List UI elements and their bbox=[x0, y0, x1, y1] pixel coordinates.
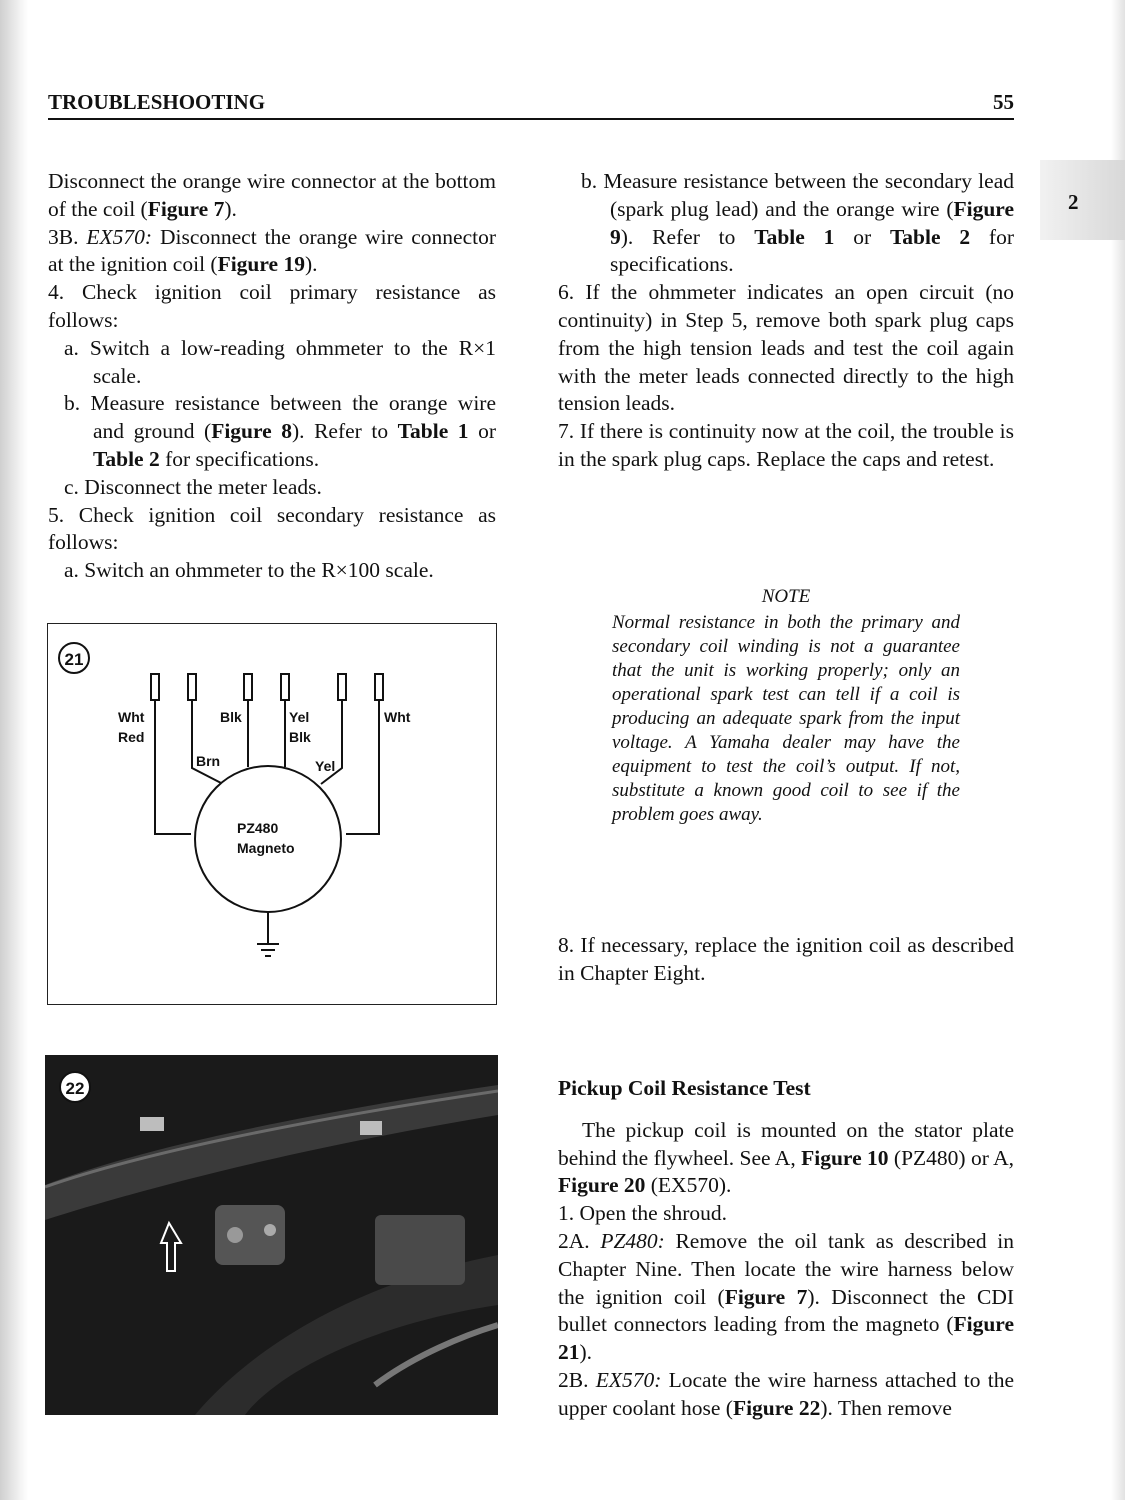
paragraph-step-3b bbox=[48, 224, 496, 280]
text-run: Locate the wire harness attached to the upper coolant hose ( bbox=[558, 1367, 1015, 1420]
clip bbox=[140, 1117, 164, 1131]
paragraph-step-5a: a. Switch an ohmmeter to the R×100 scale. bbox=[64, 558, 434, 583]
figure-ref: Figure 9 bbox=[610, 196, 1014, 249]
wire-wht-red bbox=[155, 700, 191, 834]
text-run: ). bbox=[224, 196, 237, 221]
paragraph-step-4a bbox=[48, 335, 496, 391]
text-run: 2B. bbox=[558, 1367, 596, 1392]
text-run: for specifications. bbox=[610, 224, 1014, 277]
running-header bbox=[48, 90, 1014, 122]
wire-wht bbox=[346, 700, 379, 834]
connector-pin bbox=[244, 674, 252, 700]
figure-21-wiring-diagram bbox=[47, 623, 497, 1005]
text-run: ). Disconnect the CDI bullet connectors leading from the magneto ( bbox=[558, 1284, 1014, 1337]
connector-pins bbox=[151, 674, 383, 700]
paragraph-pickup-intro bbox=[558, 1117, 1014, 1200]
table-ref: Table 1 bbox=[397, 419, 469, 444]
paragraph-pickup-step-2a bbox=[558, 1228, 1014, 1367]
table-ref: Table 2 bbox=[93, 446, 160, 471]
text-run: Disconnect the orange wire connector at the bottom of the coil ( bbox=[48, 169, 496, 221]
table-ref: Table 1 bbox=[754, 224, 835, 249]
text-run: Remove the oil tank as described in Chapter Nine. Then locate the wire harness below the ignition coil ( bbox=[558, 1228, 1015, 1309]
magneto-wiring-svg bbox=[48, 624, 498, 1006]
left-column bbox=[48, 168, 496, 585]
text-run: (PZ480) or A, bbox=[888, 1145, 1014, 1170]
paragraph-pickup-step-1: 1. Open the shroud. bbox=[558, 1201, 727, 1226]
label-blk-2: Blk bbox=[289, 729, 311, 745]
label-wht-left: Wht bbox=[118, 709, 145, 725]
figure-ref: Figure 19 bbox=[217, 252, 305, 277]
text-run: ). Refer to bbox=[292, 419, 398, 444]
table-ref: Table 2 bbox=[889, 224, 971, 249]
model-ref: EX570: bbox=[595, 1367, 662, 1392]
text-run: ). Refer to bbox=[620, 224, 755, 249]
section-title: Pickup Coil Resistance Test bbox=[558, 1076, 811, 1100]
paragraph-step-6: 6. If the ohmmeter indicates an open circuit (no continuity) in Step 5, remove both spark plug caps from the high tension leads and test the coil again with the meter leads connected directly to the high tension leads. bbox=[558, 280, 1014, 416]
figure-ref: Figure 7 bbox=[724, 1284, 808, 1309]
bolt bbox=[264, 1224, 276, 1236]
page-number: 55 bbox=[993, 90, 1014, 114]
figure-ref: Figure 10 bbox=[801, 1145, 889, 1170]
text-run: b. Measure resistance between the orange wire and ground ( bbox=[64, 391, 496, 444]
magneto-circle bbox=[195, 766, 341, 912]
text-run: b. Measure resistance between the secondary lead (spark plug lead) and the orange wire ( bbox=[581, 169, 1014, 221]
connector-pin bbox=[151, 674, 159, 700]
figure-number: 22 bbox=[65, 1079, 85, 1098]
text-run: The pickup coil is mounted on the stator plate behind the flywheel. See A, bbox=[558, 1117, 1014, 1170]
text-run: ). bbox=[579, 1340, 593, 1365]
label-wht-right: Wht bbox=[384, 709, 411, 725]
figure-ref: Figure 7 bbox=[147, 196, 225, 221]
label-blk: Blk bbox=[220, 709, 242, 725]
label-pz480: PZ480 bbox=[237, 820, 279, 836]
text-run: 2A. bbox=[558, 1228, 601, 1253]
figure-ref: Figure 20 bbox=[558, 1173, 646, 1198]
note-box bbox=[612, 585, 960, 827]
text-run: 3B. bbox=[48, 224, 87, 249]
header-title: TROUBLESHOOTING bbox=[48, 90, 266, 114]
paragraph-step-4c: c. Disconnect the meter leads. bbox=[64, 474, 322, 499]
note-body: Normal resistance in both the primary and secondary coil winding is not a guarantee that the unit is working properly; only an operational spark test can tell if a coil is producing an adequate spark from the input voltage. A Yamaha dealer may have the equipment to test the coil’s output. If not, substitute a known good coil to see if the problem goes away. bbox=[612, 612, 960, 825]
label-yel: Yel bbox=[289, 709, 310, 725]
page-gutter-shadow bbox=[0, 0, 28, 1500]
paragraph-step-7: 7. If there is continuity now at the coil, the trouble is in the spark plug caps. Replace the caps and retest. bbox=[558, 419, 1014, 471]
label-red: Red bbox=[118, 729, 145, 745]
right-column-step-8 bbox=[558, 932, 1014, 988]
model-ref: EX570: bbox=[86, 224, 153, 249]
model-ref: PZ480: bbox=[600, 1228, 665, 1253]
text-run: or bbox=[468, 419, 496, 444]
label-magneto: Magneto bbox=[237, 840, 295, 856]
connector-pin bbox=[188, 674, 196, 700]
paragraph-disconnect-orange bbox=[48, 168, 496, 224]
figure-ref: Figure 8 bbox=[211, 419, 293, 444]
text-run: a. Switch a low-reading ohmmeter to the R×1 scale. bbox=[64, 335, 496, 388]
text-run: Disconnect the orange wire connector at the ignition coil ( bbox=[48, 224, 496, 277]
paragraph-step-4: 4. Check ignition coil primary resistance as follows: bbox=[48, 280, 496, 332]
text-run: ). bbox=[304, 252, 318, 277]
text-run: for specifications. bbox=[159, 446, 320, 471]
figure-22-photo bbox=[45, 1055, 498, 1415]
label-brn: Brn bbox=[196, 753, 221, 769]
paragraph-pickup-step-2b bbox=[558, 1367, 1014, 1423]
connector-pin bbox=[281, 674, 289, 700]
connector-pin bbox=[338, 674, 346, 700]
wire-brn bbox=[192, 700, 223, 784]
paragraph-step-8: 8. If necessary, replace the ignition coil as described in Chapter Eight. bbox=[558, 933, 1014, 985]
bolt bbox=[227, 1227, 243, 1243]
text-run: ). Then remove bbox=[820, 1395, 952, 1420]
bracket bbox=[215, 1205, 285, 1265]
figure-ref: Figure 22 bbox=[732, 1395, 821, 1420]
chapter-thumb-tab bbox=[1040, 160, 1125, 240]
figure-ref: Figure 21 bbox=[558, 1312, 1014, 1365]
engine-photo-svg bbox=[45, 1055, 498, 1415]
connector-pin bbox=[375, 674, 383, 700]
text-run: (EX570). bbox=[645, 1173, 732, 1198]
pickup-coil-section bbox=[558, 1075, 1014, 1423]
right-column bbox=[558, 168, 1014, 474]
paragraph-step-5: 5. Check ignition coil secondary resistance as follows: bbox=[48, 502, 496, 555]
figure-number: 21 bbox=[64, 650, 84, 669]
clip bbox=[360, 1121, 382, 1135]
paragraph-step-4b bbox=[48, 390, 496, 473]
engine-block bbox=[375, 1215, 465, 1285]
label-yel-2: Yel bbox=[315, 758, 336, 774]
chapter-tab-number: 2 bbox=[1068, 190, 1079, 214]
note-title: NOTE bbox=[761, 586, 811, 607]
paragraph-step-5b bbox=[558, 168, 1014, 279]
text-run: or bbox=[834, 224, 890, 249]
header-rule bbox=[48, 118, 1014, 120]
